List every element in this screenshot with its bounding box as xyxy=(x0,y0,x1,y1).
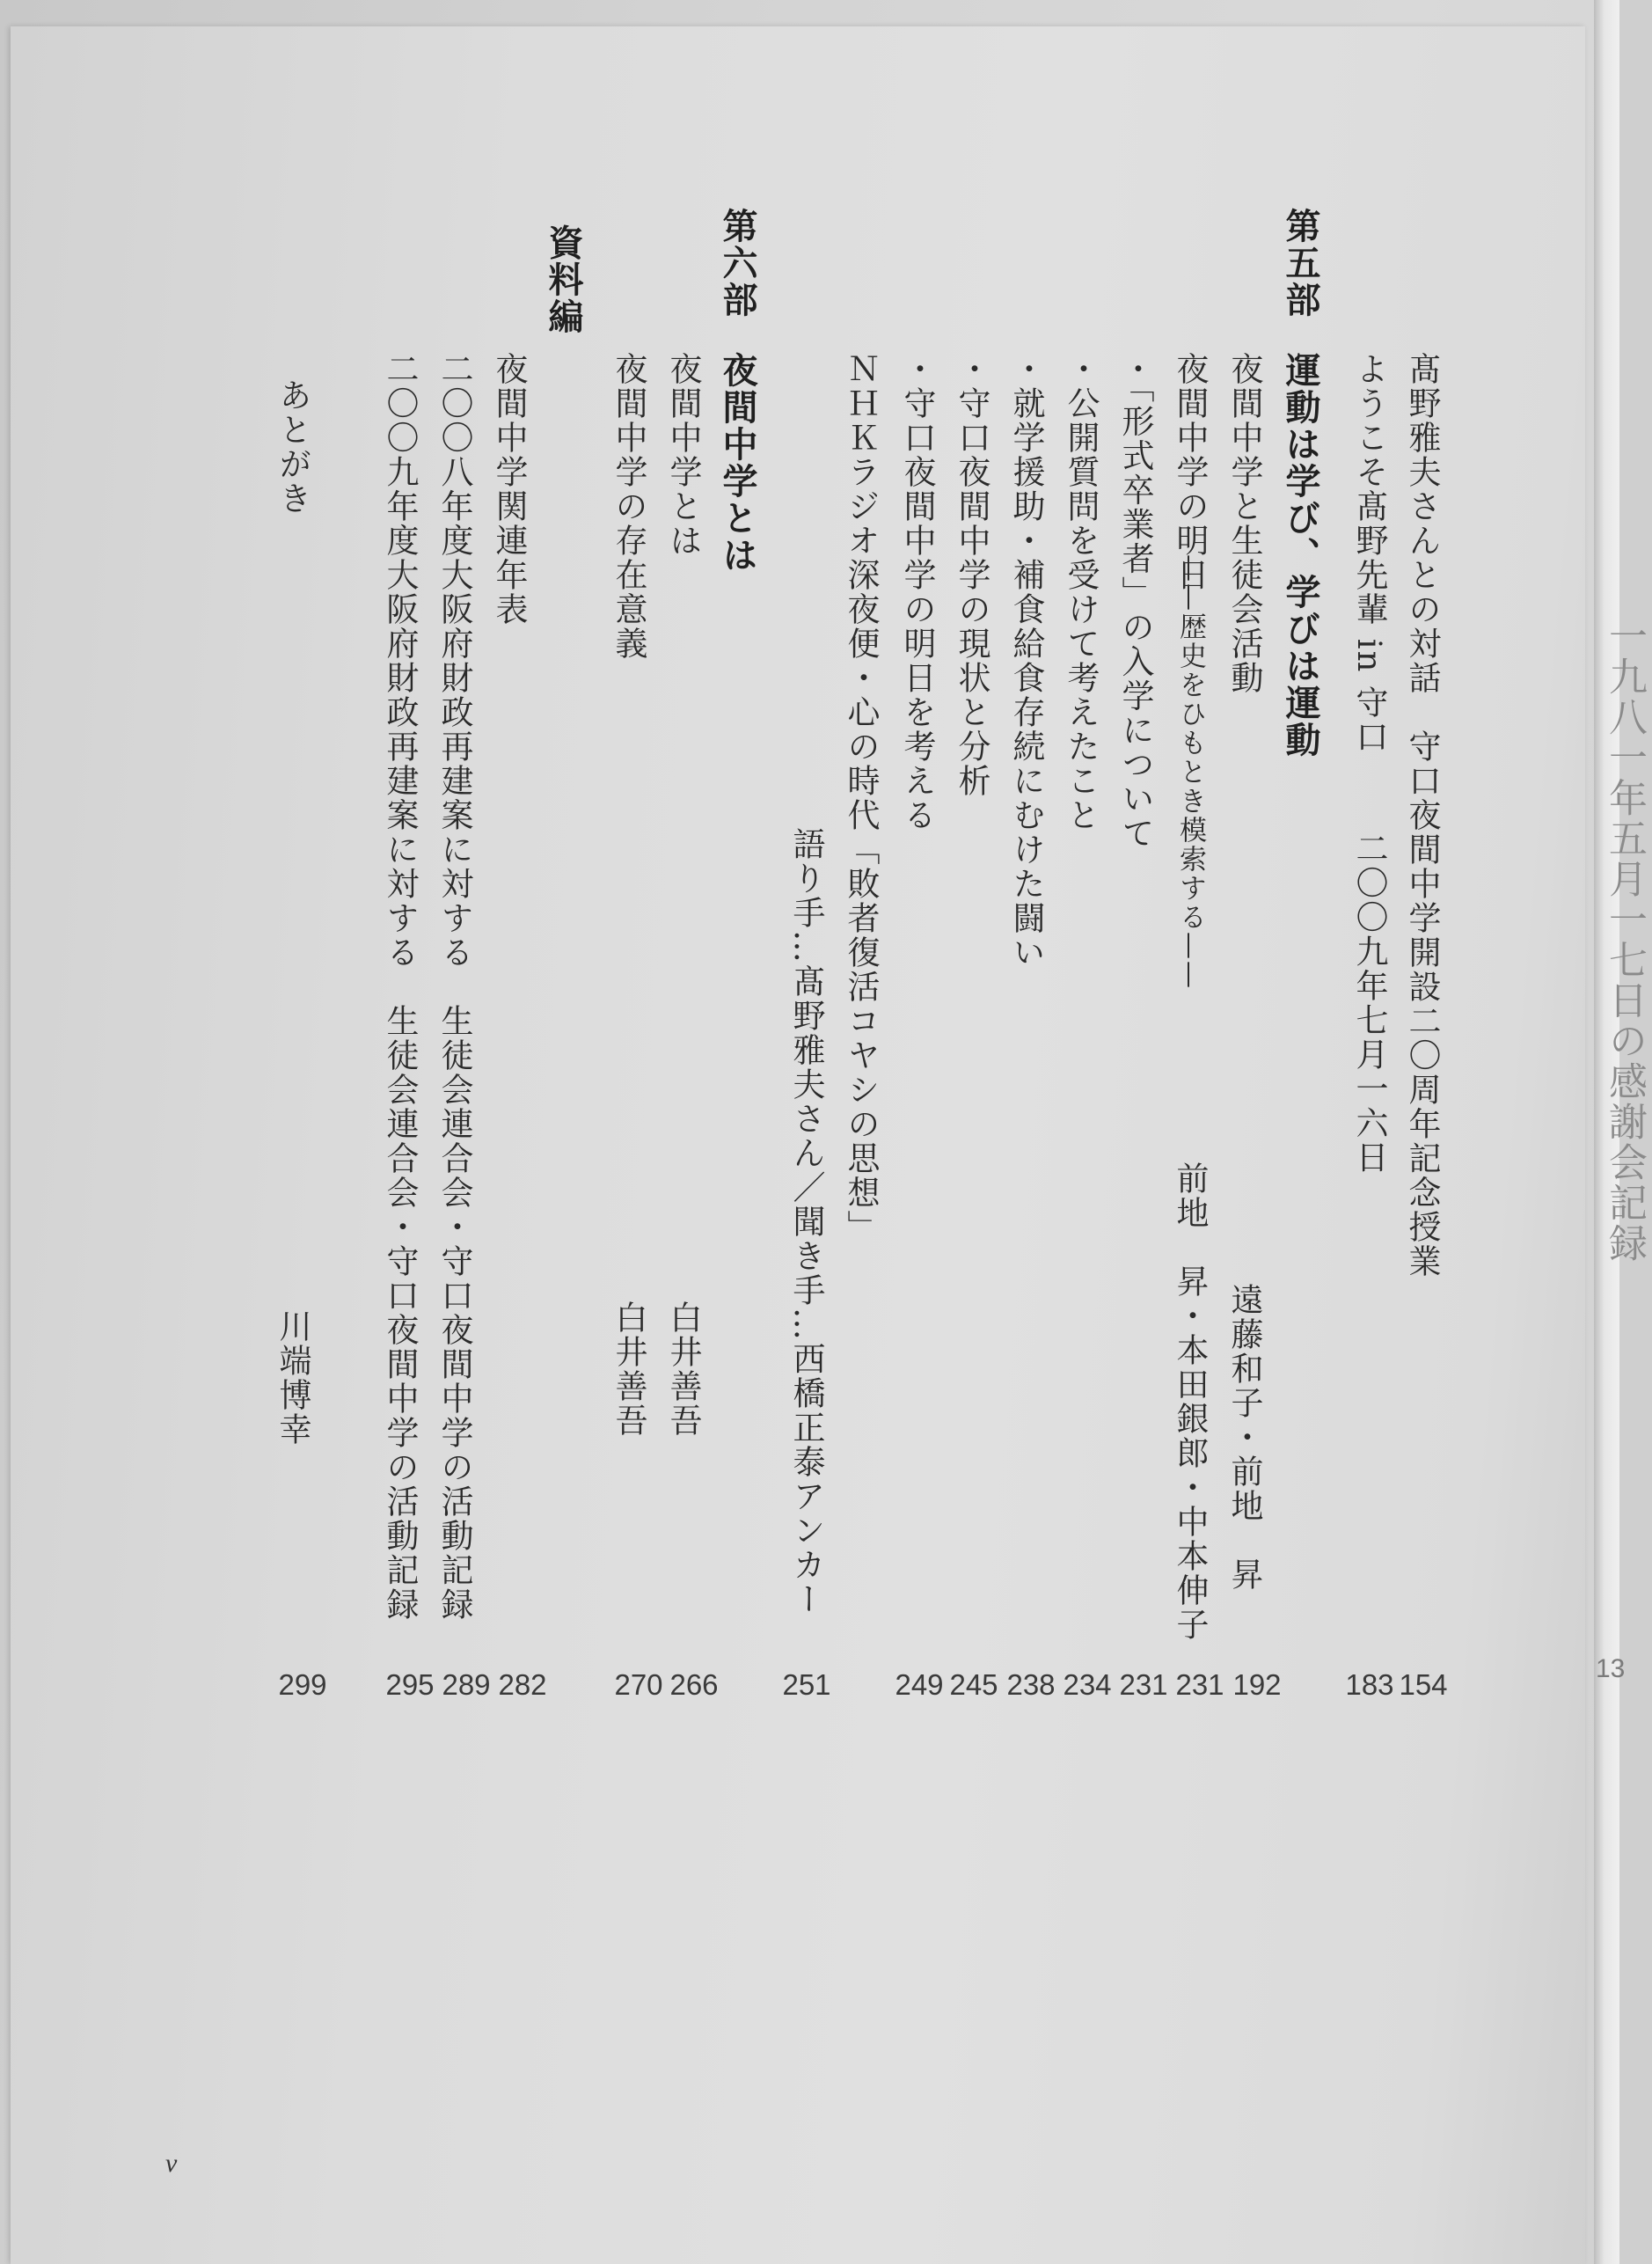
toc-entry-date: 二〇〇九年七月一六日 xyxy=(1350,832,1388,1175)
toc-entry-author: 遠藤和子・前地 昇 xyxy=(1225,1283,1263,1592)
part-label: 第六部 xyxy=(717,208,758,319)
toc-entry-title: 二〇〇八年度大阪府財政再建案に対する 生徒会連合会・守口夜間中学の活動記録 xyxy=(435,352,473,1622)
toc-page-number: 249 xyxy=(895,1668,944,1701)
toc-page-number: 154 xyxy=(1399,1668,1448,1701)
toc-entry-credit: 語り手…髙野雅夫さん／聞き手…西橋正泰アンカー xyxy=(787,827,825,1616)
toc-page-number: 231 xyxy=(1119,1668,1168,1701)
toc-entry-title: ・就学援助・補食給食存続にむけた闘い xyxy=(1007,352,1045,970)
toc-page-number: 245 xyxy=(949,1668,998,1701)
part-title: 運動は学び、学びは運動 xyxy=(1280,352,1321,758)
toc-entry-title: ・「形式卒業者」の入学について xyxy=(1116,352,1154,851)
toc-entry-title: 夜間中学の存在意義 xyxy=(610,352,647,661)
toc-entry-subtitle: ——歴史をひもとき模索する—— xyxy=(1174,554,1206,990)
toc-entry-title: ・守口夜間中学の現状と分析 xyxy=(953,352,990,798)
toc-entry-author: 白井善吾 xyxy=(610,1301,647,1438)
adjacent-page-edge xyxy=(1594,0,1647,2264)
toc-entry-title: あとがき xyxy=(274,378,311,516)
toc-page-number: 266 xyxy=(669,1668,719,1701)
toc-entry-title: 髙野雅夫さんとの対話 守口夜間中学開設二〇周年記念授業 xyxy=(1403,352,1441,1279)
toc-entry-title: ようこそ髙野先輩 in 守口 xyxy=(1350,352,1388,755)
toc-page-number: 282 xyxy=(498,1668,547,1701)
toc-page-number: 183 xyxy=(1345,1668,1394,1701)
toc-page-number: 299 xyxy=(278,1668,327,1701)
toc-page-number: 270 xyxy=(614,1668,663,1701)
appendix-label: 資料編 xyxy=(543,224,584,335)
toc-page-number: 251 xyxy=(782,1668,831,1701)
toc-page-number: 231 xyxy=(1175,1668,1224,1701)
toc-entry-title: 夜間中学の明日 xyxy=(1171,352,1209,592)
part-label: 第五部 xyxy=(1280,208,1321,319)
part-title: 夜間中学とは xyxy=(717,352,758,574)
toc-page-number: 234 xyxy=(1063,1668,1112,1701)
toc-entry-title: 二〇〇九年度大阪府財政再建案に対する 生徒会連合会・守口夜間中学の活動記録 xyxy=(381,352,419,1622)
toc-entry-title: ＮＨＫラジオ深夜便・心の時代「敗者復活コヤシの思想」 xyxy=(842,352,880,1244)
toc-entry-author: 前地 昇・本田銀郎・中本伸子 xyxy=(1171,1161,1209,1642)
adjacent-page-text: 一九八一年五月一七日の感謝会記録 xyxy=(1602,616,1647,1264)
toc-entry-title: 夜間中学関連年表 xyxy=(490,352,528,626)
toc-page-number: 238 xyxy=(1006,1668,1056,1701)
adjacent-page-number: 13 xyxy=(1596,1654,1626,1683)
toc-entry-title: ・守口夜間中学の明日を考える xyxy=(898,352,936,832)
toc-entry-title: 夜間中学と生徒会活動 xyxy=(1225,352,1263,695)
toc-entry-author: 白井善吾 xyxy=(664,1301,702,1438)
toc-page-number: 192 xyxy=(1232,1668,1282,1701)
toc-page-number: 289 xyxy=(442,1668,491,1701)
folio-page-number: v xyxy=(165,2149,178,2178)
toc-page-number: 295 xyxy=(385,1668,435,1701)
toc-entry-title: 夜間中学とは xyxy=(664,352,702,558)
toc-entry-title: ・公開質問を受けて考えたこと xyxy=(1062,352,1100,832)
toc-entry-author: 川端博幸 xyxy=(274,1309,311,1447)
